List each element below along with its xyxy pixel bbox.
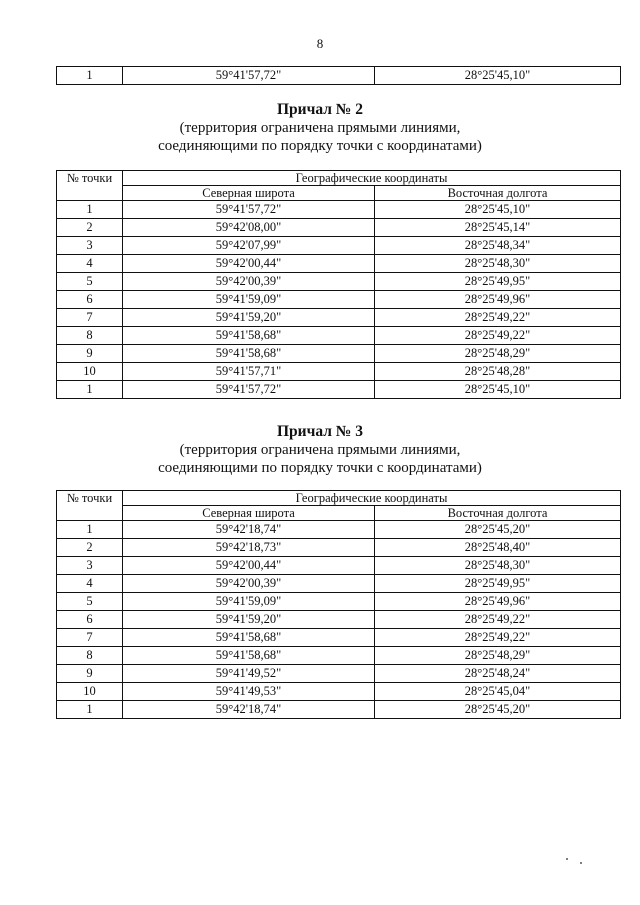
latitude-cell: 59°41'58,68" bbox=[123, 629, 375, 647]
longitude-cell: 28°25'48,29" bbox=[375, 647, 621, 665]
table-row bbox=[57, 701, 621, 719]
table-row bbox=[57, 67, 621, 85]
table-row bbox=[57, 309, 621, 327]
latitude-cell: 59°42'00,39" bbox=[123, 575, 375, 593]
latitude-cell: 59°42'18,74" bbox=[123, 701, 375, 719]
point-cell: 3 bbox=[57, 557, 123, 575]
table-row bbox=[57, 219, 621, 237]
point-cell: 2 bbox=[57, 539, 123, 557]
table-row bbox=[57, 363, 621, 381]
latitude-cell: 59°42'08,00" bbox=[123, 219, 375, 237]
table-row bbox=[57, 291, 621, 309]
longitude-cell: 28°25'49,22" bbox=[375, 611, 621, 629]
section-title: Причал № 2 bbox=[276, 101, 363, 118]
table-row bbox=[57, 539, 621, 557]
longitude-cell: 28°25'48,34" bbox=[375, 237, 621, 255]
point-cell: 1 bbox=[57, 381, 123, 399]
point-cell: 3 bbox=[57, 237, 123, 255]
latitude-cell: 59°42'00,44" bbox=[123, 255, 375, 273]
point-cell: 5 bbox=[57, 593, 123, 611]
section-subtitle: (территория ограничена прямыми линиями, bbox=[179, 442, 461, 458]
longitude-cell: 28°25'45,10" bbox=[375, 67, 621, 85]
latitude-cell: 59°41'59,09" bbox=[123, 593, 375, 611]
table-row bbox=[57, 575, 621, 593]
latitude-cell: 59°41'58,68" bbox=[123, 327, 375, 345]
point-cell: 7 bbox=[57, 309, 123, 327]
section-subtitle: (территория ограничена прямыми линиями, bbox=[179, 120, 461, 136]
latitude-column-header: Северная широта bbox=[123, 506, 375, 521]
coordinates-table-pier-2 bbox=[56, 170, 621, 399]
table-row bbox=[57, 557, 621, 575]
table-row bbox=[57, 611, 621, 629]
longitude-cell: 28°25'45,04" bbox=[375, 683, 621, 701]
point-cell: 10 bbox=[57, 363, 123, 381]
longitude-cell: 28°25'49,96" bbox=[375, 593, 621, 611]
latitude-cell: 59°42'18,73" bbox=[123, 539, 375, 557]
longitude-column-header: Восточная долгота bbox=[375, 506, 621, 521]
table-row bbox=[57, 381, 621, 399]
latitude-cell: 59°42'00,39" bbox=[123, 273, 375, 291]
section-subtitle: соединяющими по порядку точки с координатами) bbox=[158, 138, 482, 154]
latitude-cell: 59°41'57,72" bbox=[123, 381, 375, 399]
longitude-cell: 28°25'45,10" bbox=[375, 201, 621, 219]
coordinates-table-pier-3 bbox=[56, 490, 621, 719]
latitude-cell: 59°41'59,09" bbox=[123, 291, 375, 309]
longitude-cell: 28°25'45,14" bbox=[375, 219, 621, 237]
latitude-cell: 59°42'07,99" bbox=[123, 237, 375, 255]
longitude-cell: 28°25'45,10" bbox=[375, 381, 621, 399]
table-row bbox=[57, 683, 621, 701]
table-row bbox=[57, 521, 621, 539]
scan-mark bbox=[580, 862, 582, 864]
latitude-cell: 59°42'18,74" bbox=[123, 521, 375, 539]
longitude-cell: 28°25'48,29" bbox=[375, 345, 621, 363]
longitude-cell: 28°25'45,20" bbox=[375, 521, 621, 539]
longitude-cell: 28°25'49,95" bbox=[375, 575, 621, 593]
point-cell: 7 bbox=[57, 629, 123, 647]
latitude-cell: 59°41'57,71" bbox=[123, 363, 375, 381]
section-subtitle: соединяющими по порядку точки с координатами) bbox=[158, 460, 482, 476]
longitude-cell: 28°25'48,30" bbox=[375, 557, 621, 575]
point-cell: 8 bbox=[57, 647, 123, 665]
latitude-cell: 59°42'00,44" bbox=[123, 557, 375, 575]
latitude-cell: 59°41'58,68" bbox=[123, 345, 375, 363]
page-number: 8 bbox=[316, 36, 324, 51]
geo-coordinates-header: Географические координаты bbox=[123, 491, 621, 506]
section-title: Причал № 3 bbox=[276, 423, 363, 440]
longitude-cell: 28°25'49,22" bbox=[375, 327, 621, 345]
section-heading-pier-2 bbox=[0, 101, 640, 155]
latitude-cell: 59°41'57,72" bbox=[123, 201, 375, 219]
table-row bbox=[57, 273, 621, 291]
table-row bbox=[57, 327, 621, 345]
latitude-cell: 59°41'49,53" bbox=[123, 683, 375, 701]
point-cell: 9 bbox=[57, 345, 123, 363]
latitude-cell: 59°41'58,68" bbox=[123, 647, 375, 665]
longitude-cell: 28°25'48,30" bbox=[375, 255, 621, 273]
section-heading-pier-3 bbox=[0, 423, 640, 477]
table-row bbox=[57, 665, 621, 683]
table-row bbox=[57, 345, 621, 363]
latitude-cell: 59°41'57,72" bbox=[123, 67, 375, 85]
longitude-cell: 28°25'45,20" bbox=[375, 701, 621, 719]
point-cell: 4 bbox=[57, 575, 123, 593]
table-row bbox=[57, 629, 621, 647]
table-row bbox=[57, 647, 621, 665]
longitude-cell: 28°25'48,40" bbox=[375, 539, 621, 557]
longitude-cell: 28°25'49,96" bbox=[375, 291, 621, 309]
table-row bbox=[57, 593, 621, 611]
point-cell: 1 bbox=[57, 521, 123, 539]
point-cell: 10 bbox=[57, 683, 123, 701]
point-cell: 4 bbox=[57, 255, 123, 273]
longitude-cell: 28°25'49,95" bbox=[375, 273, 621, 291]
longitude-cell: 28°25'49,22" bbox=[375, 309, 621, 327]
latitude-column-header: Северная широта bbox=[123, 186, 375, 201]
point-cell: 5 bbox=[57, 273, 123, 291]
longitude-cell: 28°25'48,28" bbox=[375, 363, 621, 381]
top-fragment-table bbox=[56, 66, 621, 85]
longitude-cell: 28°25'48,24" bbox=[375, 665, 621, 683]
point-cell: 2 bbox=[57, 219, 123, 237]
point-cell: 8 bbox=[57, 327, 123, 345]
latitude-cell: 59°41'59,20" bbox=[123, 611, 375, 629]
geo-coordinates-header: Географические координаты bbox=[123, 171, 621, 186]
table-row bbox=[57, 237, 621, 255]
point-cell: 1 bbox=[57, 201, 123, 219]
latitude-cell: 59°41'49,52" bbox=[123, 665, 375, 683]
table-row bbox=[57, 201, 621, 219]
table-row bbox=[57, 255, 621, 273]
point-cell: 6 bbox=[57, 611, 123, 629]
point-column-header: № точки bbox=[57, 171, 123, 201]
point-cell: 6 bbox=[57, 291, 123, 309]
point-column-header: № точки bbox=[57, 491, 123, 521]
point-cell: 1 bbox=[57, 67, 123, 85]
point-cell: 1 bbox=[57, 701, 123, 719]
scan-mark bbox=[566, 858, 568, 860]
point-cell: 9 bbox=[57, 665, 123, 683]
latitude-cell: 59°41'59,20" bbox=[123, 309, 375, 327]
longitude-cell: 28°25'49,22" bbox=[375, 629, 621, 647]
longitude-column-header: Восточная долгота bbox=[375, 186, 621, 201]
